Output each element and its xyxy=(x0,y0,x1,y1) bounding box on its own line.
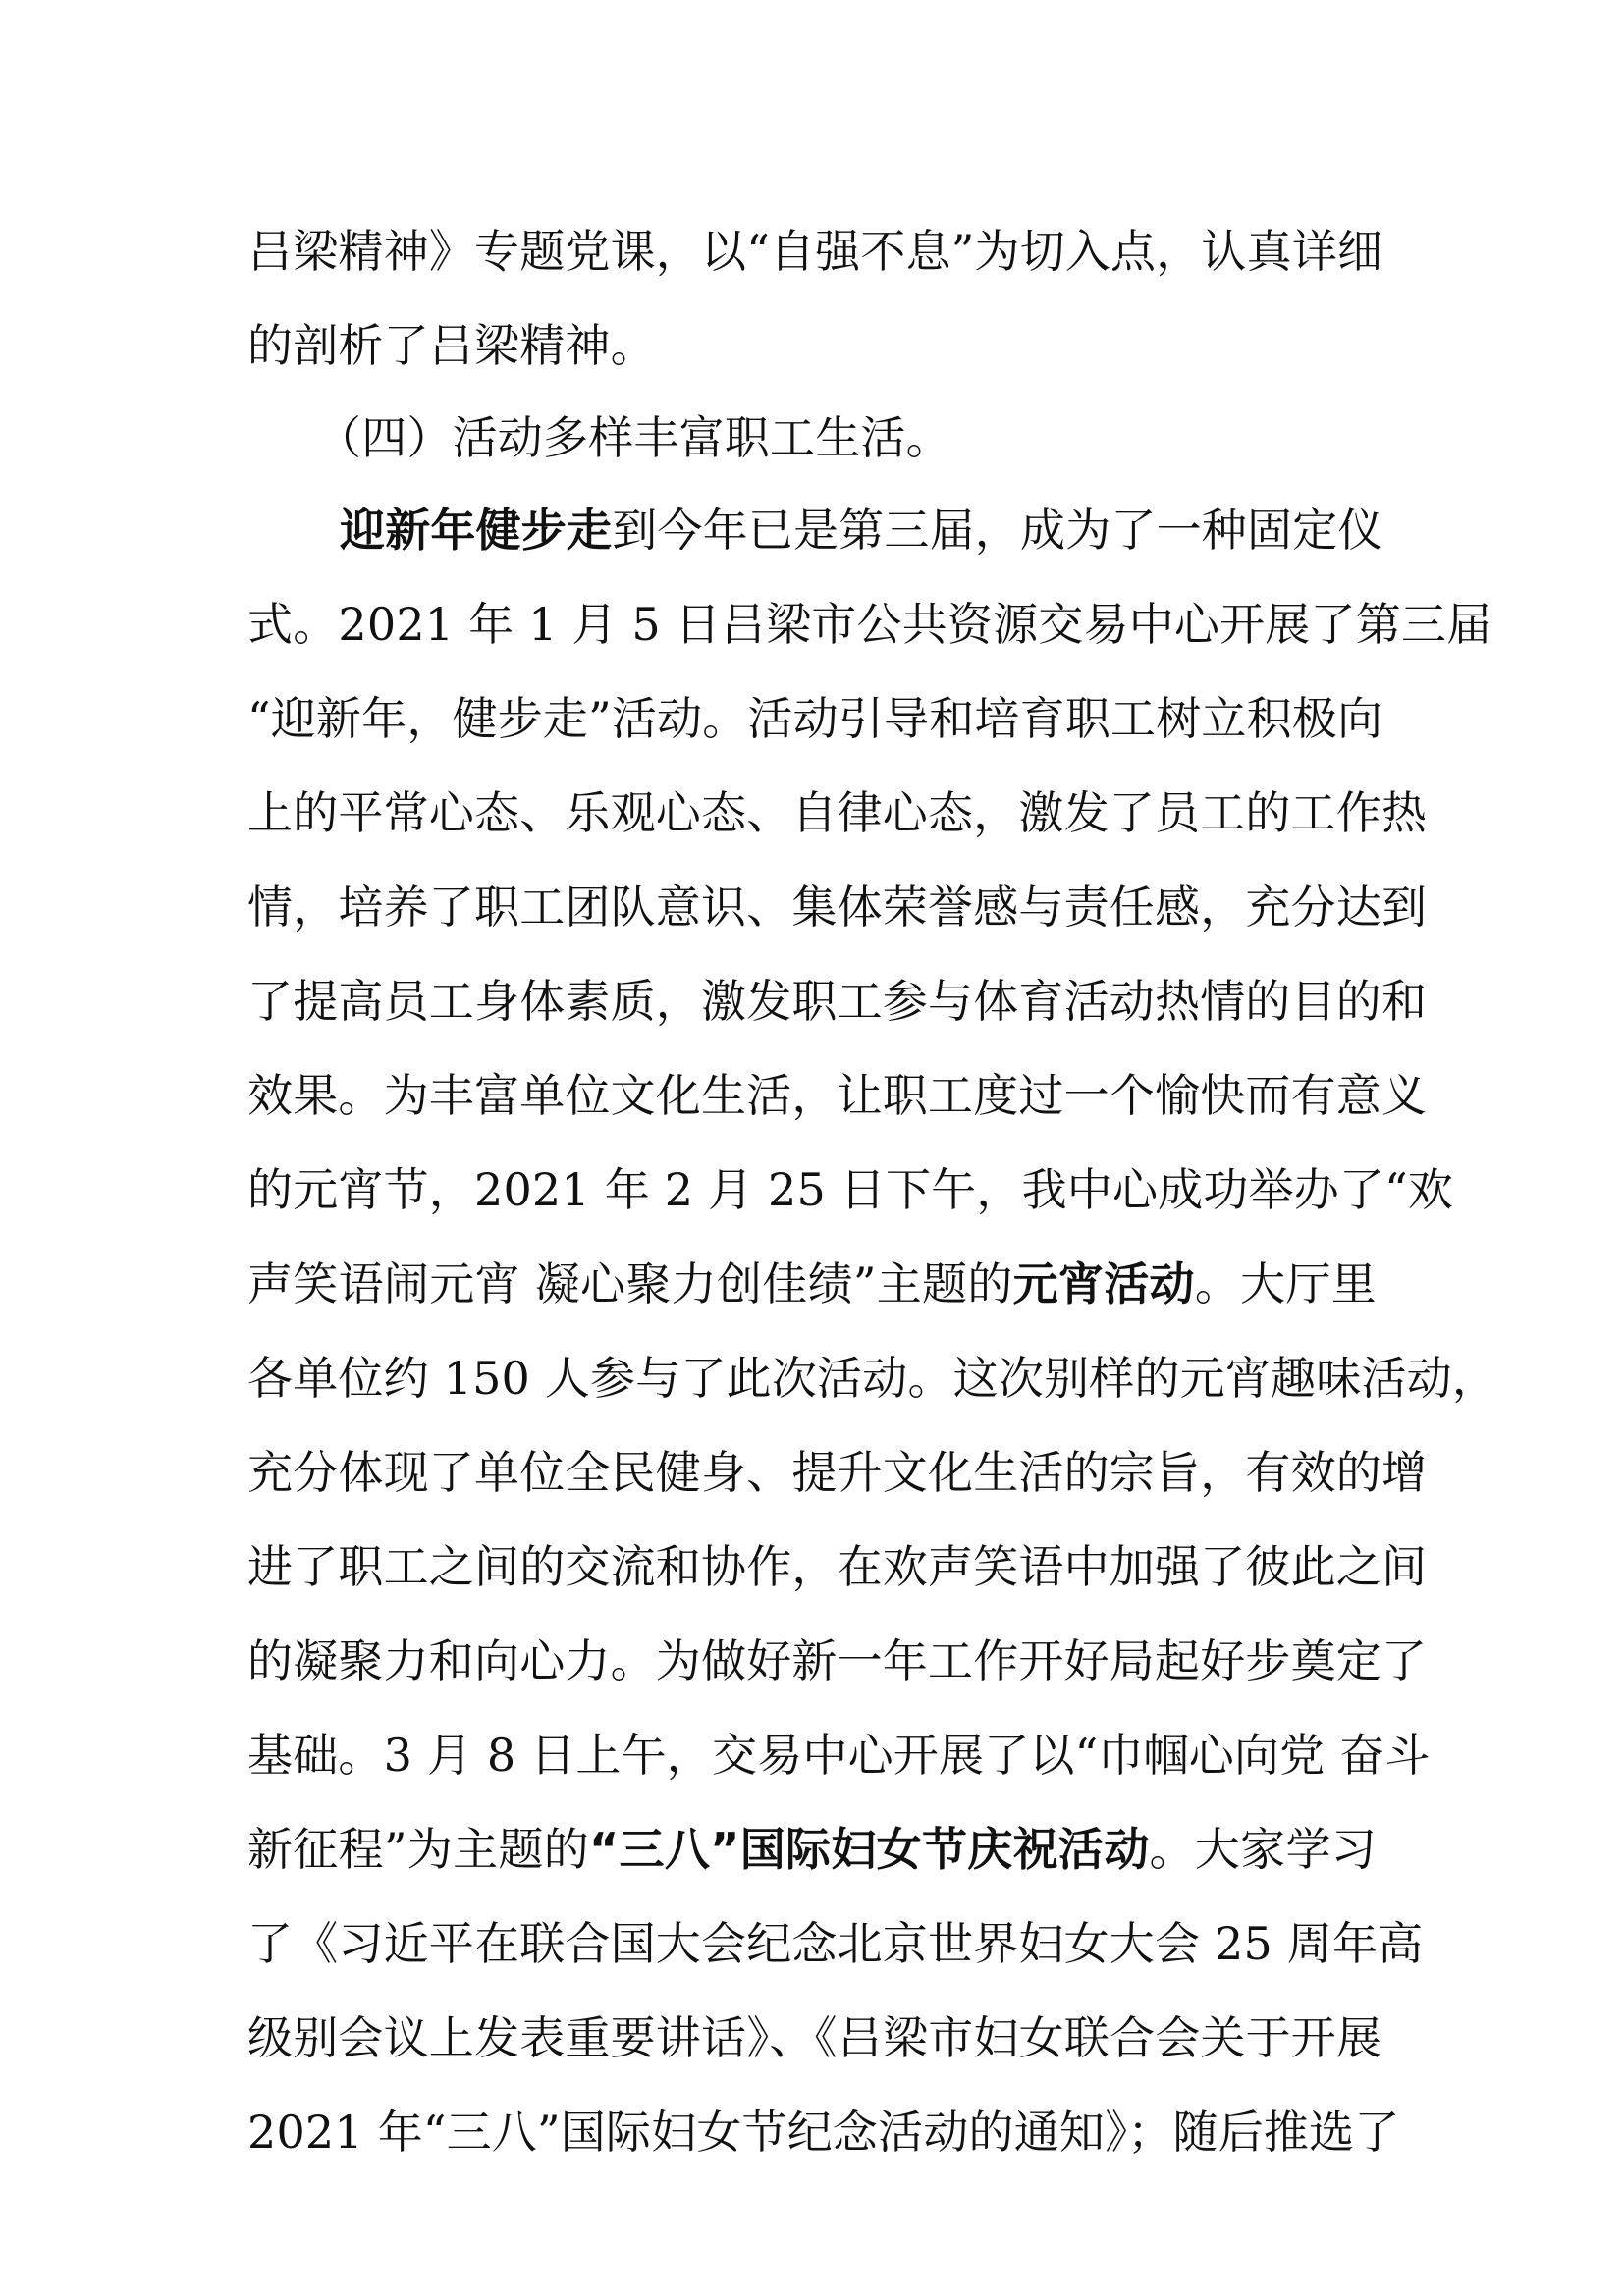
paragraph-line: 吕梁精神》专题党课，以“自强不息”为切入点，认真详细 xyxy=(247,225,1383,278)
paragraph-line: 上的平常心态、乐观心态、自律心态，激发了员工的工作热 xyxy=(247,786,1428,839)
line-text: 。大家学习 xyxy=(1149,1823,1377,1876)
paragraph-line: “迎新年，健步走”活动。活动引导和培育职工树立积极向 xyxy=(247,692,1383,745)
paragraph-line: 充分体现了单位全民健身、提升文化生活的宗旨，有效的增 xyxy=(247,1446,1428,1499)
paragraph-line: 2021 年“三八”国际妇女节纪念活动的通知》；随后推选了 xyxy=(247,2106,1400,2159)
paragraph-line: 效果。为丰富单位文化生活，让职工度过一个愉快而有意义 xyxy=(247,1069,1428,1122)
paragraph-line: 进了职工之间的交流和协作，在欢声笑语中加强了彼此之间 xyxy=(247,1540,1428,1593)
paragraph-line: 情，培养了职工团队意识、集体荣誉感与责任感，充分达到 xyxy=(247,881,1428,934)
line-text: 新征程”为主题的 xyxy=(247,1823,590,1876)
paragraph-line xyxy=(247,1237,1377,1331)
line-text: 。大厅里 xyxy=(1194,1257,1377,1310)
paragraph-line: 各单位约 150 人参与了此次活动。这次别样的元宵趣味活动， xyxy=(247,1352,1498,1405)
line-text: 到今年已是第三届，成为了一种固定仪 xyxy=(612,504,1383,557)
paragraph-line: 的凝聚力和向心力。为做好新一年工作开好局起好步奠定了 xyxy=(247,1634,1428,1687)
section-heading: （四）活动多样丰富职工生活。 xyxy=(316,411,951,464)
bold-phrase-new-year-walk: 迎新年健步走 xyxy=(340,504,613,557)
paragraph-line xyxy=(340,483,1383,577)
paragraph-line: 的元宵节，2021 年 2 月 25 日下午，我中心成功举办了“欢 xyxy=(247,1163,1454,1216)
paragraph-line: 了《习近平在联合国大会纪念北京世界妇女大会 25 周年高 xyxy=(247,1917,1424,1970)
line-text: 声笑语闹元宵 凝心聚力创佳绩”主题的 xyxy=(247,1257,1013,1310)
bold-phrase-lantern-activity: 元宵活动 xyxy=(1012,1257,1195,1310)
paragraph-line: 基础。3 月 8 日上午，交易中心开展了以“巾帼心向党 奋斗 xyxy=(247,1729,1431,1782)
paragraph-line: 的剖析了吕梁精神。 xyxy=(247,319,656,372)
paragraph-line: 式。2021 年 1 月 5 日吕梁市公共资源交易中心开展了第三届 xyxy=(247,598,1492,651)
paragraph-line: 级别会议上发表重要讲话》、《吕梁市妇女联合会关于开展 xyxy=(247,2011,1382,2064)
bold-phrase-womens-day-activity: “三八”国际妇女节庆祝活动 xyxy=(589,1823,1150,1876)
paragraph-line xyxy=(247,1802,1377,1896)
paragraph-line: 了提高员工身体素质，激发职工参与体育活动热情的目的和 xyxy=(247,975,1428,1028)
